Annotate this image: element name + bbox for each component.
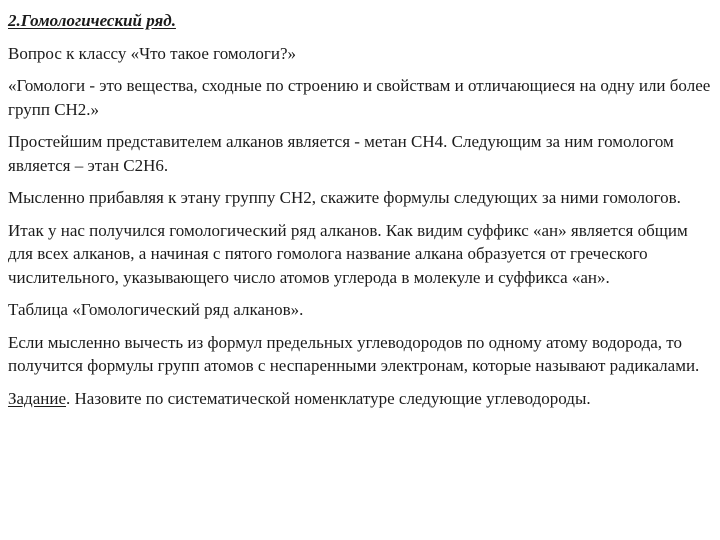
paragraph-definition: «Гомологи - это вещества, сходные по строению и свойствам и отличающиеся на одну или более групп СН2.» — [8, 76, 711, 119]
paragraph-task — [8, 387, 712, 411]
section-title: 2.Гомологический ряд. — [8, 11, 176, 30]
paragraph-homologous-series: Итак у нас получился гомологический ряд алканов. Как видим суффикс «ан» является общим для всех алканов, а начиная с пятого гомолога название алкана образуется от греческого числительного, указывающего число атомов углерода в молекуле и суффикса «ан». — [8, 220, 688, 287]
paragraph-mental-add: Мысленно прибавляя к этану группу СН2, скажите формулы следующих за ними гомологов. — [8, 188, 681, 207]
task-label: Задание — [8, 388, 66, 408]
section-heading — [8, 9, 712, 33]
task-text: . Назовите по систематической номенклатуре следующие углеводороды. — [66, 388, 591, 408]
paragraph-table-caption: Таблица «Гомологический ряд алканов». — [8, 300, 304, 319]
document-body — [8, 9, 712, 419]
paragraph-radicals: Если мысленно вычесть из формул предельных углеводородов по одному атому водорода, то получится формулы групп атомов с неспаренными электронам, которые называют радикалами. — [8, 332, 700, 375]
paragraph-methane: Простейшим представителем алканов является - метан СН4. Следующим за ним гомологом является – этан С2Н6. — [8, 132, 674, 175]
paragraph-question: Вопрос к классу «Что такое гомологи?» — [8, 43, 297, 63]
